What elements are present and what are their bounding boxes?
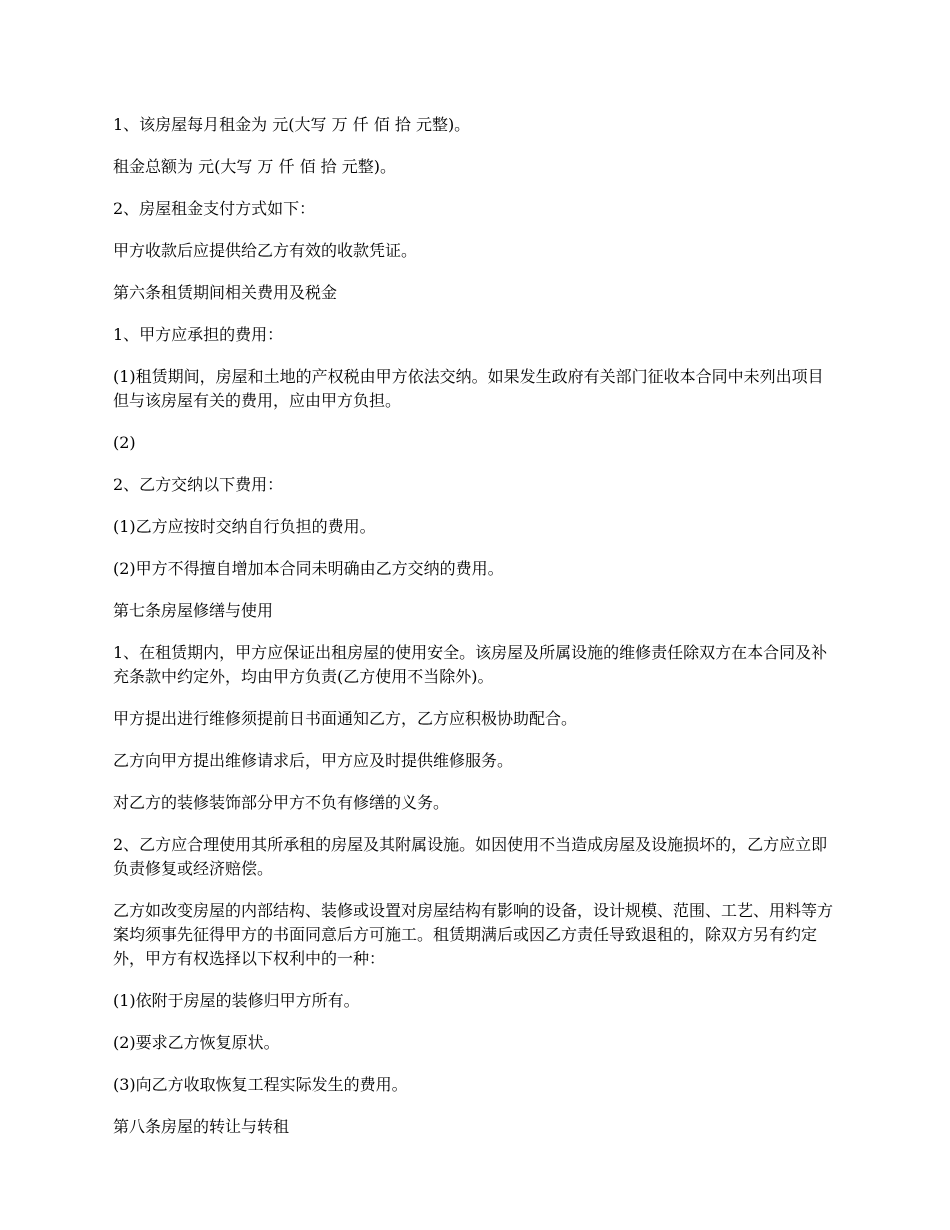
paragraph-party-b-fees-item-1: (1)乙方应按时交纳自行负担的费用。 bbox=[113, 517, 376, 536]
paragraph-repair-request: 乙方向甲方提出维修请求后，甲方应及时提供维修服务。 bbox=[113, 751, 514, 770]
paragraph-rent-monthly: 1、该房屋每月租金为 元(大写 万 仟 佰 拾 元整)。 bbox=[113, 115, 471, 134]
paragraph-structural-changes: 乙方如改变房屋的内部结构、装修或设置对房屋结构有影响的设备，设计规模、范围、工艺、用料等方案均须事先征得甲方的书面同意后方可施工。租赁期满后或因乙方责任导致退租的，除双方另有约定外，甲方有权选择以下权利中的一种： bbox=[113, 901, 834, 968]
paragraph-receipt: 甲方收款后应提供给乙方有效的收款凭证。 bbox=[113, 241, 418, 260]
paragraph-option-1: (1)依附于房屋的装修归甲方所有。 bbox=[113, 991, 360, 1010]
paragraph-party-b-fees-item-2: (2)甲方不得擅自增加本合同未明确由乙方交纳的费用。 bbox=[113, 559, 504, 578]
paragraph-party-a-fees: 1、甲方应承担的费用： bbox=[113, 325, 284, 344]
section-heading-article-8: 第八条房屋的转让与转租 bbox=[113, 1117, 290, 1136]
paragraph-option-2: (2)要求乙方恢复原状。 bbox=[113, 1033, 280, 1052]
paragraph-item-2-blank: (2) bbox=[113, 433, 136, 452]
paragraph-repair-notice: 甲方提出进行维修须提前日书面通知乙方，乙方应积极协助配合。 bbox=[113, 709, 578, 728]
paragraph-repair-responsibility: 1、在租赁期内，甲方应保证出租房屋的使用安全。该房屋及所属设施的维修责任除双方在本合同及补充条款中约定外，均由甲方负责(乙方使用不当除外)。 bbox=[113, 643, 828, 686]
paragraph-rent-total: 租金总额为 元(大写 万 仟 佰 拾 元整)。 bbox=[113, 157, 397, 176]
section-heading-article-6: 第六条租赁期间相关费用及税金 bbox=[113, 283, 338, 302]
section-heading-article-7: 第七条房屋修缮与使用 bbox=[113, 601, 274, 620]
paragraph-payment-method: 2、房屋租金支付方式如下： bbox=[113, 199, 316, 218]
paragraph-property-tax: (1)租赁期间，房屋和土地的产权税由甲方依法交纳。如果发生政府有关部门征收本合同中未列出项目但与该房屋有关的费用，应由甲方负担。 bbox=[113, 367, 824, 410]
paragraph-proper-use: 2、乙方应合理使用其所承租的房屋及其附属设施。如因使用不当造成房屋及设施损坏的，乙方应立即负责修复或经济赔偿。 bbox=[113, 835, 828, 878]
paragraph-party-b-fees: 2、乙方交纳以下费用： bbox=[113, 475, 284, 494]
paragraph-decoration-exclusion: 对乙方的装修装饰部分甲方不负有修缮的义务。 bbox=[113, 793, 450, 812]
paragraph-option-3: (3)向乙方收取恢复工程实际发生的费用。 bbox=[113, 1075, 408, 1094]
document-body bbox=[113, 113, 838, 1157]
